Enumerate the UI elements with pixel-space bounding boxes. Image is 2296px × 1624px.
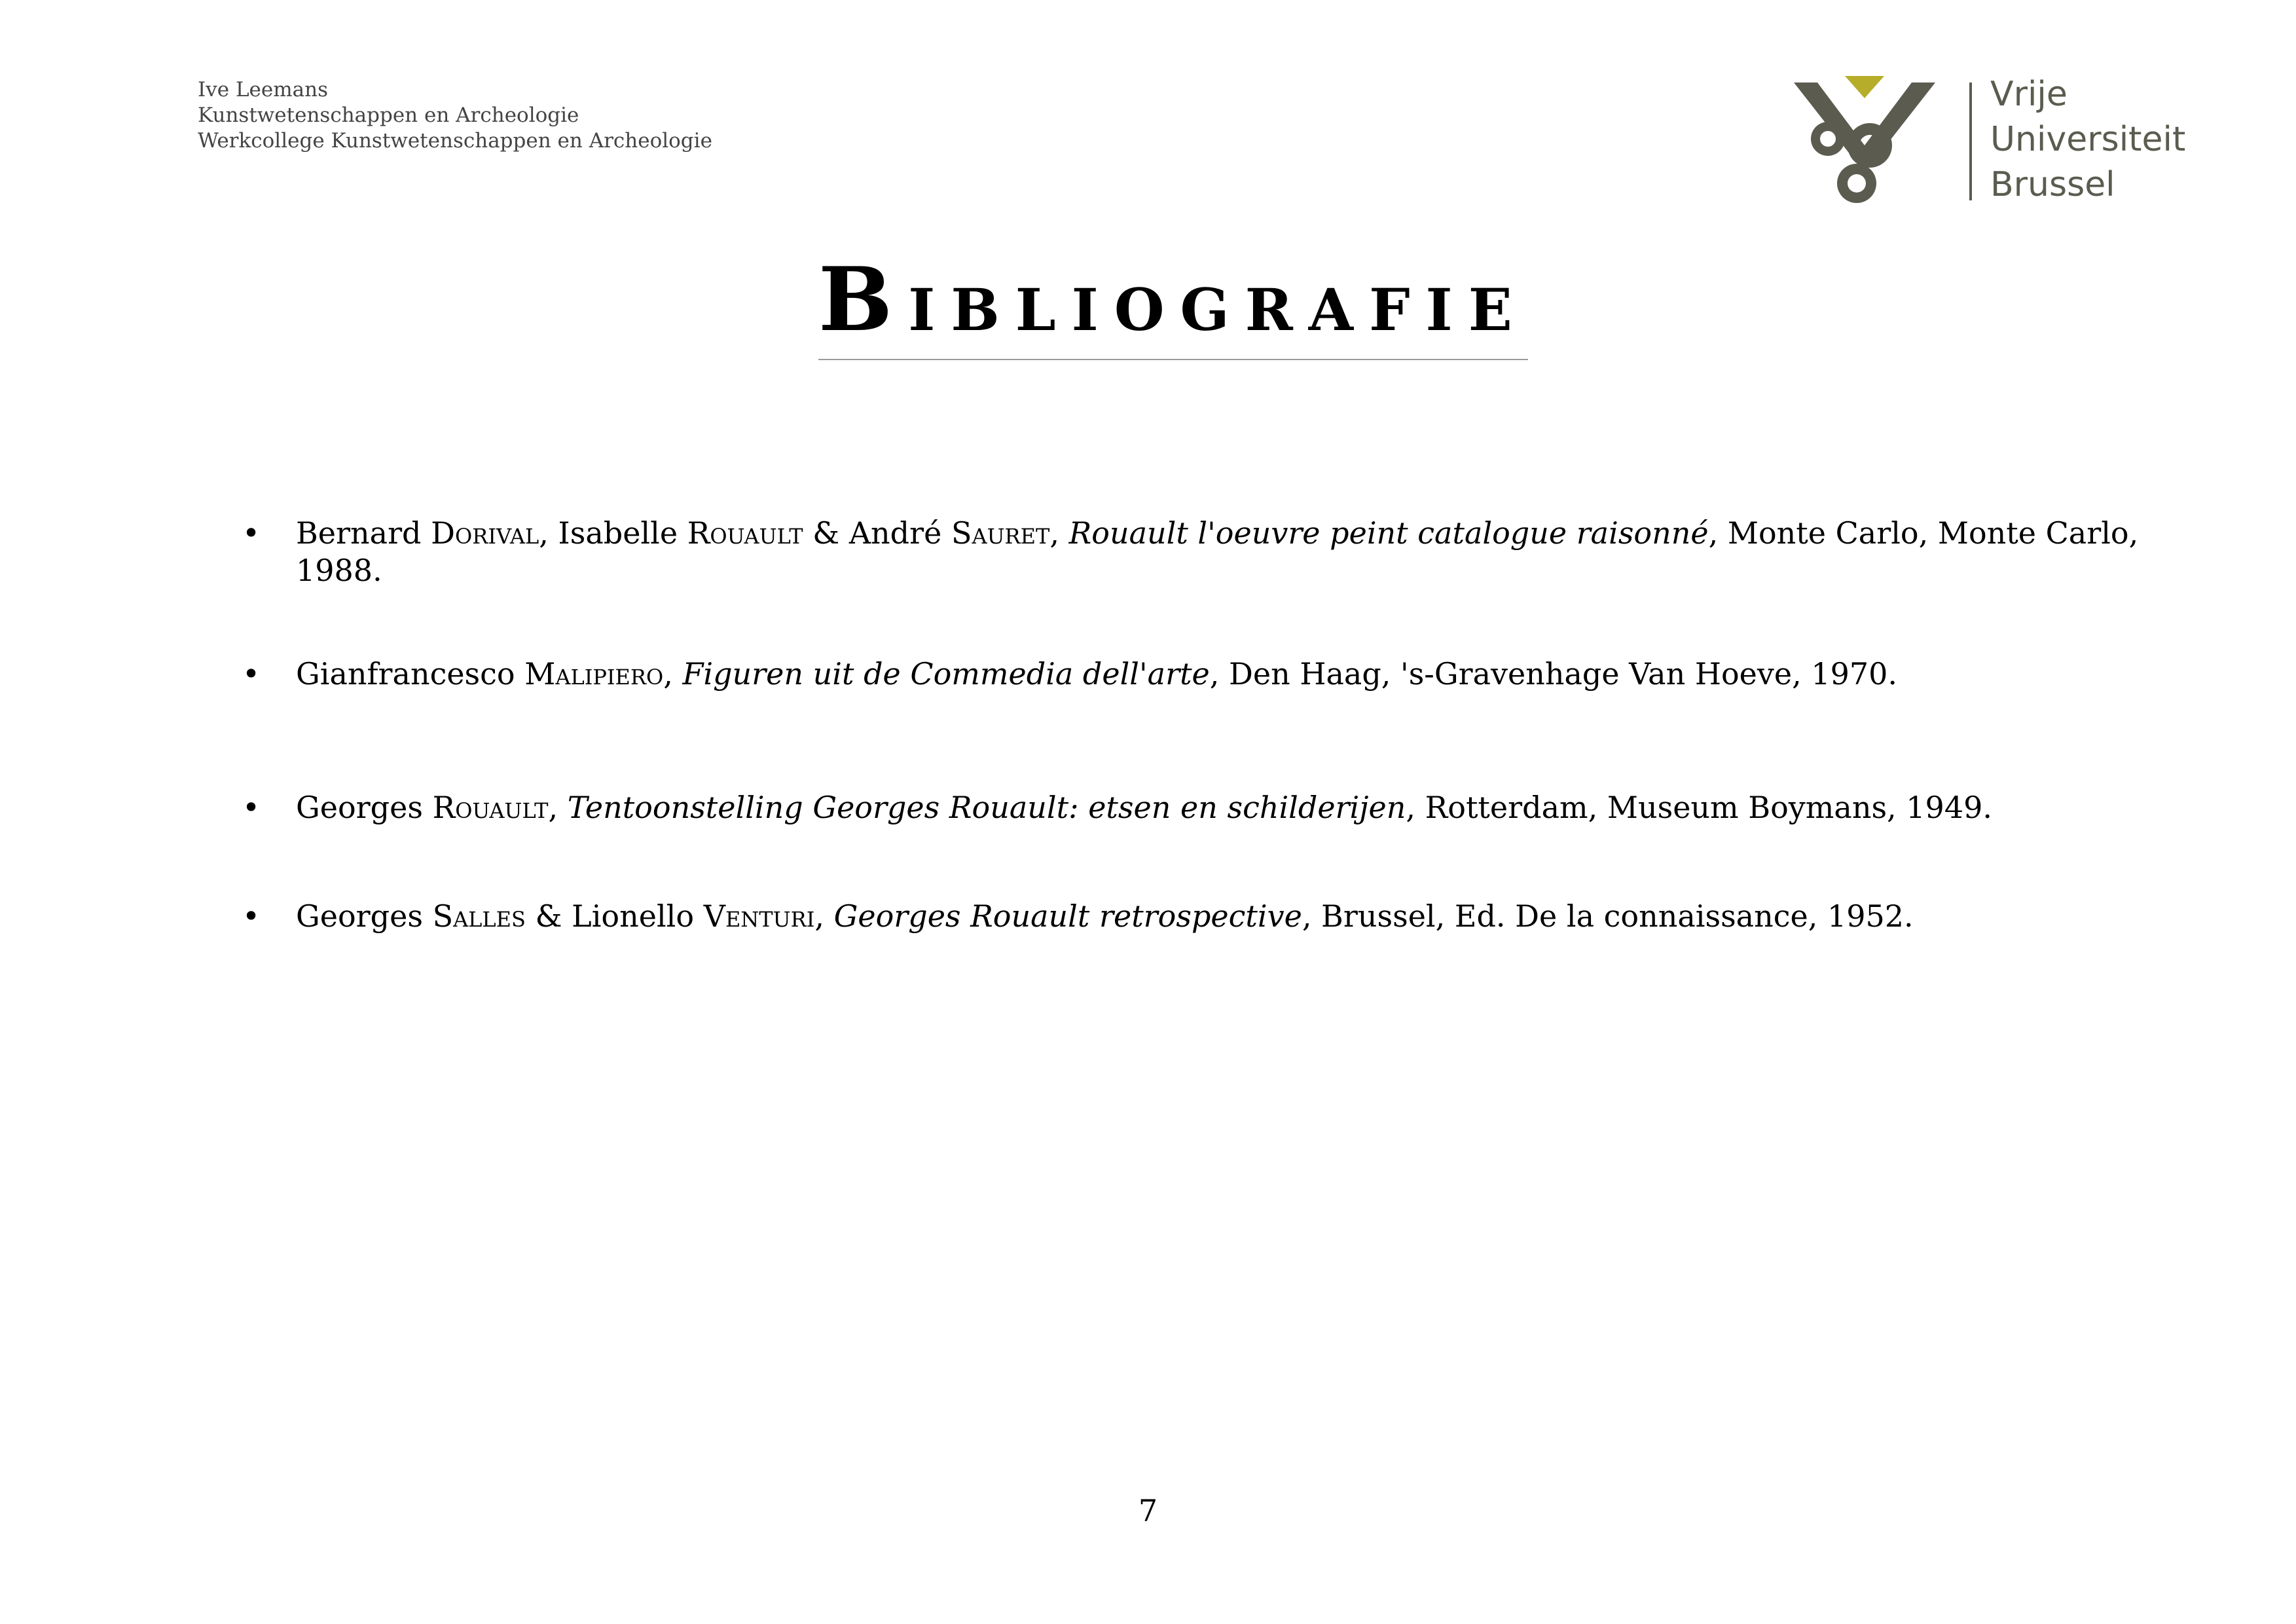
logo-wordmark [1990,72,2185,208]
logo-line-vrije: Vrije [1990,75,2068,114]
university-logo [1794,72,2200,203]
bullet-icon: • [242,898,261,934]
header-author: Ive Leemans [198,78,328,101]
work-title: Rouault l'oeuvre peint catalogue raisonné [1068,515,1709,551]
bullet-icon: • [242,515,261,551]
author-last-name: Malipiero [524,656,664,692]
author-first-name: Bernard [296,515,422,551]
page-title [818,248,1528,360]
logo-divider [1969,83,1972,200]
author-separator: , [539,515,558,551]
bibliography-entry: • Gianfrancesco Malipiero, Figuren uit de Commedia dell'arte, Den Haag, 's-Gravenhage Van Hoeve, 1970. [242,656,1898,692]
publication-details: , Rotterdam, Museum Boymans, 1949. [1406,790,1992,825]
work-title: Tentoonstelling Georges Rouault: etsen en schilderijen [567,790,1406,825]
page-number: 7 [1138,1493,1158,1528]
bibliography-entry: • Georges Rouault, Tentoonstelling Georges Rouault: etsen en schilderijen, Rotterdam, Museum Boymans, 1949. [242,790,1992,825]
author-last-name: Dorival [431,515,539,551]
publication-details: , Monte Carlo, Monte Carlo, 1988. [296,515,2139,588]
publication-details: , Brussel, Ed. De la connaissance, 1952. [1302,898,1914,934]
header-course: Werkcollege Kunstwetenschappen en Archeologie [198,129,712,153]
author-first-name: André [848,515,942,551]
author-first-name: Isabelle [558,515,678,551]
author-first-name: Georges [296,898,423,934]
document-header [198,77,712,154]
author-last-name: Rouault [432,790,549,825]
author-first-name: Lionello [572,898,695,934]
author-last-name: Venturi [703,898,815,934]
bullet-icon: • [242,656,261,692]
vub-emblem-icon [1794,72,1951,203]
author-last-name: Rouault [687,515,803,551]
work-title: Figuren uit de Commedia dell'arte [682,656,1210,692]
publication-details: , Den Haag, 's-Gravenhage Van Hoeve, 1970. [1209,656,1898,692]
bullet-icon: • [242,790,261,825]
author-first-name: Gianfrancesco [296,656,515,692]
author-last-name: Salles [432,898,526,934]
author-first-name: Georges [296,790,423,825]
bibliography-list [242,515,2200,935]
bibliography-entry: • Georges Salles & Lionello Venturi, Georges Rouault retrospective, Brussel, Ed. De la connaissance, 1952. [242,898,1914,934]
work-title: Georges Rouault retrospective [833,898,1302,934]
title-first-letter: B [818,248,909,351]
header-department: Kunstwetenschappen en Archeologie [198,103,579,127]
author-last-name: Sauret [951,515,1050,551]
title-rest: IBLIOGRAFIE [908,276,1528,344]
author-separator: & [525,898,572,934]
logo-line-brussel: Brussel [1990,165,2115,204]
logo-line-universiteit: Universiteit [1990,120,2186,159]
author-separator: & [803,515,849,551]
bibliography-entry: • Bernard Dorival, Isabelle Rouault & André Sauret, Rouault l'oeuvre peint catalogue raisonné, Monte Carlo, Monte Carlo, 1988. [242,515,2139,588]
